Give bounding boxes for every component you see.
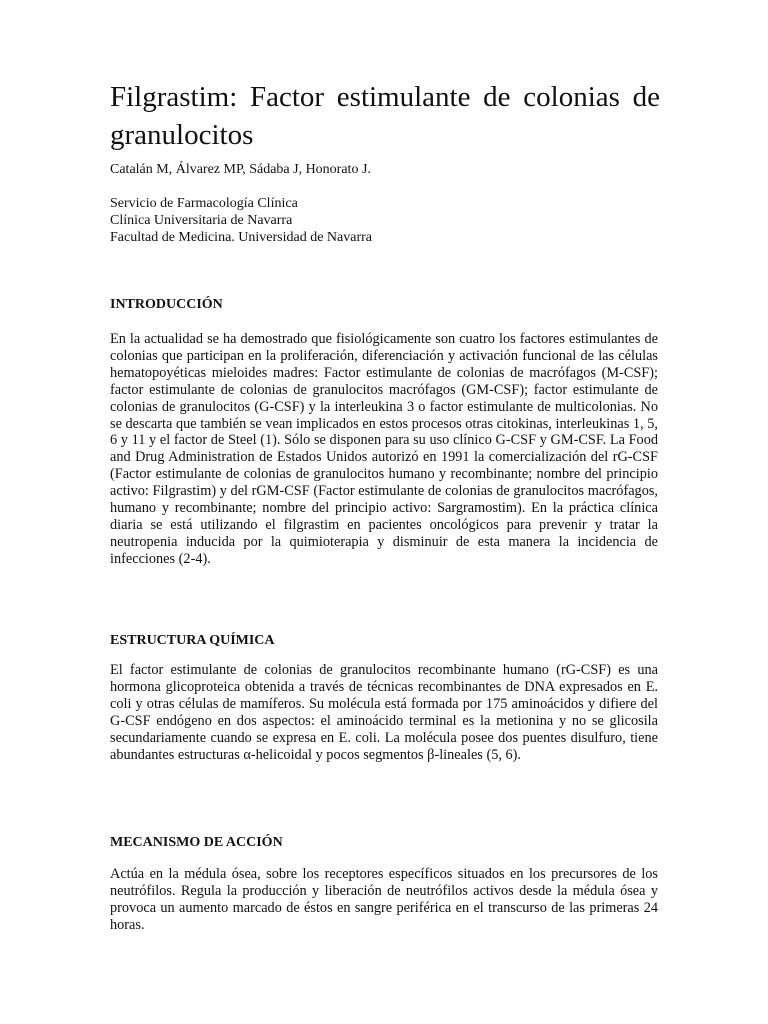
affiliation-faculty: Facultad de Medicina. Universidad de Navarra <box>110 230 373 245</box>
affiliations-block <box>110 195 660 246</box>
authors-line: Catalán M, Álvarez MP, Sádaba J, Honorato J. <box>110 162 371 177</box>
section-heading-estructura-quimica: ESTRUCTURA QUÍMICA <box>110 633 275 648</box>
section-heading-mecanismo-de-accion: MECANISMO DE ACCIÓN <box>110 835 283 850</box>
affiliation-clinic: Clínica Universitaria de Navarra <box>110 213 293 228</box>
section-text-estructura-quimica: El factor estimulante de colonias de granulocitos recombinante humano (rG-CSF) es una hormona glicoproteica obtenida a través de técnicas recombinantes de DNA expresados en E. coli y otras células de mamíferos. Su molécula está formada por 175 aminoácidos y difiere del G-CSF endógeno en dos aspectos: el aminoácido terminal es la metionina y no se glicosila secundariamente cuando se expresa en E. coli. La molécula posee dos puentes disulfuro, tiene abundantes estructuras α-helicoidal y pocos segmentos β-lineales (5, 6). <box>110 662 658 763</box>
section-text-mecanismo-de-accion: Actúa en la médula ósea, sobre los receptores específicos situados en los precursores de los neutrófilos. Regula la producción y liberación de neutrófilos activos desde la médula ósea y provoca un aumento marcado de éstos en sangre periférica en el transcurso de las primeras 24 horas. <box>110 866 658 933</box>
section-heading-introduccion: INTRODUCCIÓN <box>110 297 223 312</box>
affiliation-department: Servicio de Farmacología Clínica <box>110 196 298 211</box>
page-title: Filgrastim: Factor estimulante de colonias de granulocitos <box>110 81 660 151</box>
section-text-introduccion: En la actualidad se ha demostrado que fisiológicamente son cuatro los factores estimulantes de colonias que participan en la proliferación, diferenciación y activación funcional de las células hematopoyéticas mieloides madres: Factor estimulante de colonias de macrófagos (M-CSF); factor estimulante de colonias de granulocitos macrófagos (GM-CSF); factor estimulante de colonias de granulocitos (G-CSF) y la interleukina 3 o factor estimulante de multicolonias. No se descarta que también se vean implicados en estos procesos otras citokinas, interleukinas 1, 5, 6 y 11 y el factor de Steel (1). Sólo se disponen para su uso clínico G-CSF y GM-CSF. La Food and Drug Administration de Estados Unidos autorizó en 1991 la comercialización del rG-CSF (Factor estimulante de colonias de granulocitos humano y recombinante; nombre del principio activo: Filgrastim) y del rGM-CSF (Factor estimulante de colonias de granulocitos macrófagos, humano y recombinante; nombre del principio activo: Sargramostim). En la práctica clínica diaria se está utilizando el filgrastim en pacientes oncológicos para prevenir y tratar la neutropenia inducida por la quimioterapia y disminuir de esta manera la incidencia de infecciones (2-4). <box>110 331 658 567</box>
